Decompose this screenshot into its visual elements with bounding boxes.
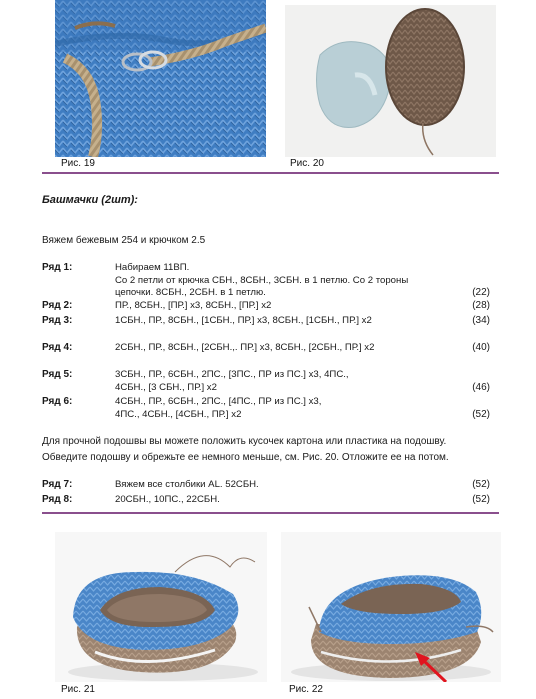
figure-20-caption: Рис. 20 (290, 158, 324, 169)
row-5-count: (46) (472, 382, 490, 393)
row-5-line-2: 4СБН., [3 СБН., ПР.] х2 (115, 381, 217, 393)
figure-19-photo (55, 0, 266, 157)
section-divider-top (42, 172, 499, 174)
row-6-line-2: 4ПС., 4СБН., [4СБН., ПР.] х2 (115, 408, 242, 420)
row-1-label: Ряд 1: (42, 262, 73, 273)
figure-21-caption: Рис. 21 (61, 684, 95, 695)
row-3-label: Ряд 3: (42, 315, 73, 326)
figure-22-caption: Рис. 22 (289, 684, 323, 695)
intro-text: Вяжем бежевым 254 и крючком 2.5 (42, 235, 206, 246)
row-7-text: Вяжем все столбики AL. 52СБН. (115, 479, 259, 490)
row-7-count: (52) (472, 479, 490, 490)
section-divider-bottom (42, 512, 499, 514)
row-2-label: Ряд 2: (42, 300, 73, 311)
row-5-label: Ряд 5: (42, 369, 73, 380)
row-2-text: ПР., 8СБН., [ПР.] х3, 8СБН., [ПР.] х2 (115, 300, 272, 311)
row-7-label: Ряд 7: (42, 479, 73, 490)
row-8-text: 20СБН., 10ПС., 22СБН. (115, 494, 220, 505)
note-line-2: Обведите подошву и обрежьте ее немного меньше, см. Рис. 20. Отложите ее на потом. (42, 452, 449, 463)
figure-22-photo (281, 532, 501, 682)
row-5-text (115, 369, 465, 394)
row-2-count: (28) (472, 300, 490, 311)
row-5-line-1: 3СБН., ПР., 6СБН., 2ПС., [3ПС., ПР из ПС.] х3, 4ПС., (115, 369, 349, 380)
section-title: Башмачки (2шт): (42, 194, 138, 206)
row-6-text (115, 396, 465, 421)
row-1-line-1: Набираем 11ВП. (115, 262, 190, 273)
row-1-line-2: Со 2 петли от крючка СБН., 8СБН., 3СБН. в 1 петлю. Со 2 тороны (115, 274, 409, 286)
figure-20-photo (285, 5, 496, 157)
row-6-label: Ряд 6: (42, 396, 73, 407)
figure-21-photo (55, 532, 267, 682)
row-1-line-3: цепочки. 8СБН., 2СБН. в 1 петлю. (115, 287, 266, 298)
row-8-label: Ряд 8: (42, 494, 73, 505)
row-3-text: 1СБН., ПР., 8СБН., [1СБН., ПР.] х3, 8СБН., [1СБН., ПР.] х2 (115, 315, 372, 326)
row-8-count: (52) (472, 494, 490, 505)
figure-19-caption: Рис. 19 (61, 158, 95, 169)
note-paragraph (42, 434, 502, 466)
row-4-text: 2СБН., ПР., 8СБН., [2СБН.,. ПР.] х3, 8СБН., [2СБН., ПР.] х2 (115, 342, 375, 353)
row-4-label: Ряд 4: (42, 342, 73, 353)
row-1-text (115, 262, 465, 300)
row-4-count: (40) (472, 342, 490, 353)
row-6-line-1: 4СБН., ПР., 6СБН., 2ПС., [4ПС., ПР из ПС.] х3, (115, 396, 322, 407)
row-1-count: (22) (472, 287, 490, 298)
row-3-count: (34) (472, 315, 490, 326)
note-line-1: Для прочной подошвы вы можете положить кусочек картона или пластика на подошву. (42, 436, 447, 447)
row-6-count: (52) (472, 409, 490, 420)
